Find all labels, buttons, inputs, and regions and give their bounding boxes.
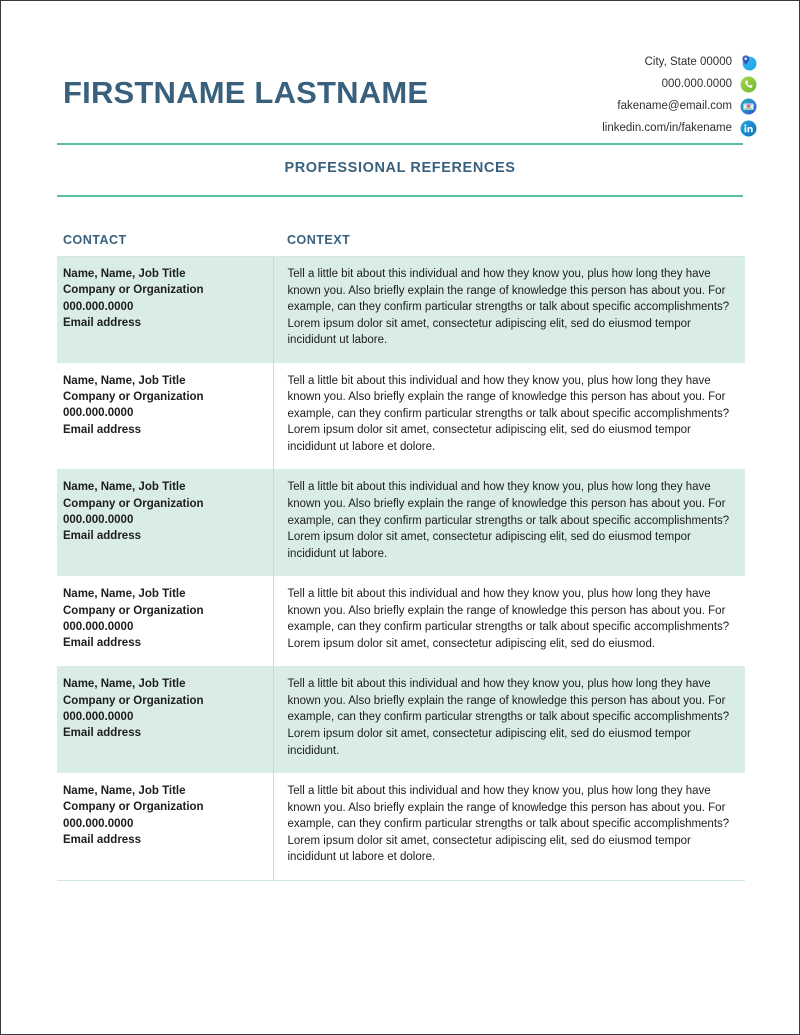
phone-icon: [740, 76, 757, 93]
reference-name: Name, Name, Job Title: [63, 268, 186, 280]
table-row: [57, 363, 745, 470]
references-table: [57, 233, 745, 880]
reference-name: Name, Name, Job Title: [63, 678, 186, 691]
page-title: FIRSTNAME LASTNAME: [63, 75, 429, 110]
location-text: City, State 00000: [644, 55, 732, 68]
reference-phone: 000.000.0000: [63, 514, 134, 527]
table-header-row: [57, 233, 745, 256]
contact-row-email[interactable]: [617, 97, 757, 116]
reference-contact-cell: [57, 363, 273, 470]
reference-context-cell: [273, 773, 745, 880]
contact-row-phone[interactable]: [662, 75, 757, 94]
reference-email: Email address: [63, 423, 141, 436]
column-header-contact: CONTACT: [63, 233, 127, 247]
reference-context-cell: [273, 469, 745, 576]
section-title: PROFESSIONAL REFERENCES: [284, 160, 516, 176]
reference-context-text: Tell a little bit about this individual and how they know you, plus how long they have known you. Also briefly explain the range of knowledge this person has about you. For example, can they confirm particular strengths or talk about specific accomplishments? Lorem ipsum dolor sit amet, consectetur adipiscing elit, sed do eiusmod tempor incididunt ut labore et dolore.: [287, 785, 730, 864]
table-row: [57, 256, 745, 363]
reference-context-cell: [273, 576, 745, 666]
section-divider-top: [57, 143, 743, 145]
reference-contact-cell: [57, 576, 273, 666]
reference-name: Name, Name, Job Title: [63, 588, 186, 601]
reference-phone: 000.000.0000: [63, 300, 134, 313]
table-header-rule: [57, 256, 745, 257]
table-row: [57, 469, 745, 576]
reference-context-text: Tell a little bit about this individual and how they know you, plus how long they have known you. Also briefly explain the range of knowledge this person has about you. For example, can they confirm particular strengths or talk about specific accomplishments? Lorem ipsum dolor sit amet, consectetur adipiscing elit, sed do eiusmod tempor incididunt.: [287, 678, 730, 757]
reference-company: Company or Organization: [63, 694, 204, 707]
column-header-context: CONTEXT: [287, 233, 351, 247]
reference-context-text: Tell a little bit about this individual and how they know you, plus how long they have known you. Also briefly explain the range of knowledge this person has about you. For example, can they confirm particular strengths or talk about specific accomplishments? Lorem ipsum dolor sit amet, consectetur adipiscing elit, sed do eiusmod.: [287, 588, 730, 650]
table-row: [57, 773, 745, 880]
location-pin-icon: [740, 54, 757, 71]
linkedin-icon: [740, 120, 757, 137]
table-body: [57, 256, 745, 880]
reference-context-text: Tell a little bit about this individual and how they know you, plus how long they have known you. Also briefly explain the range of knowledge this person has about you. For example, can they confirm particular strengths or talk about specific accomplishments? Lorem ipsum dolor sit amet, consectetur adipiscing elit, sed do eiusmod tempor incididunt ut labore.: [287, 481, 730, 560]
reference-company: Company or Organization: [63, 391, 204, 404]
table-bottom-rule: [57, 880, 745, 881]
references-table-wrap: [57, 233, 745, 880]
reference-context-text: Tell a little bit about this individual and how they know you, plus how long they have known you. Also briefly explain the range of knowledge this person has about you. For example, can they confirm particular strengths or talk about specific accomplishments? Lorem ipsum dolor sit amet, consectetur adipiscing elit, sed do eiusmod tempor incididunt ut labore.: [287, 268, 730, 347]
contact-row-location[interactable]: [645, 53, 757, 72]
section-divider-bottom: [57, 195, 743, 197]
reference-context-cell: [273, 666, 745, 773]
reference-contact-cell: [57, 469, 273, 576]
email-icon: [740, 98, 757, 115]
reference-contact-cell: [57, 666, 273, 773]
contact-info-block: [602, 53, 757, 138]
page-header: [1, 1, 799, 134]
reference-company: Company or Organization: [63, 801, 204, 814]
reference-email: Email address: [63, 727, 141, 740]
table-row: [57, 576, 745, 666]
reference-name: Name, Name, Job Title: [63, 785, 186, 798]
reference-phone: 000.000.0000: [63, 711, 134, 724]
contact-row-linkedin[interactable]: [602, 119, 757, 138]
reference-phone: 000.000.0000: [63, 407, 134, 420]
linkedin-text: linkedin.com/in/fakename: [602, 121, 732, 134]
table-row: [57, 666, 745, 773]
reference-context-text: Tell a little bit about this individual and how they know you, plus how long they have known you. Also briefly explain the range of knowledge this person has about you. For example, can they confirm particular strengths or talk about specific accomplishments? Lorem ipsum dolor sit amet, consectetur adipiscing elit, sed do eiusmod tempor incididunt ut labore et dolore.: [287, 374, 730, 453]
reference-context-cell: [273, 256, 745, 363]
reference-name: Name, Name, Job Title: [63, 481, 186, 494]
reference-company: Company or Organization: [63, 497, 204, 510]
table-header: [57, 233, 745, 256]
reference-contact-cell: [57, 773, 273, 880]
email-text: fakename@email.com: [617, 99, 732, 112]
reference-company: Company or Organization: [63, 604, 204, 617]
phone-text: 000.000.0000: [661, 77, 732, 90]
reference-phone: 000.000.0000: [63, 817, 134, 830]
reference-context-cell: [273, 363, 745, 470]
reference-email: Email address: [63, 530, 141, 543]
reference-name: Name, Name, Job Title: [63, 374, 186, 387]
reference-company: Company or Organization: [63, 284, 204, 297]
reference-phone: 000.000.0000: [63, 620, 134, 633]
reference-email: Email address: [63, 316, 141, 329]
reference-email: Email address: [63, 637, 141, 650]
reference-email: Email address: [63, 834, 141, 847]
reference-contact-cell: [57, 256, 273, 363]
